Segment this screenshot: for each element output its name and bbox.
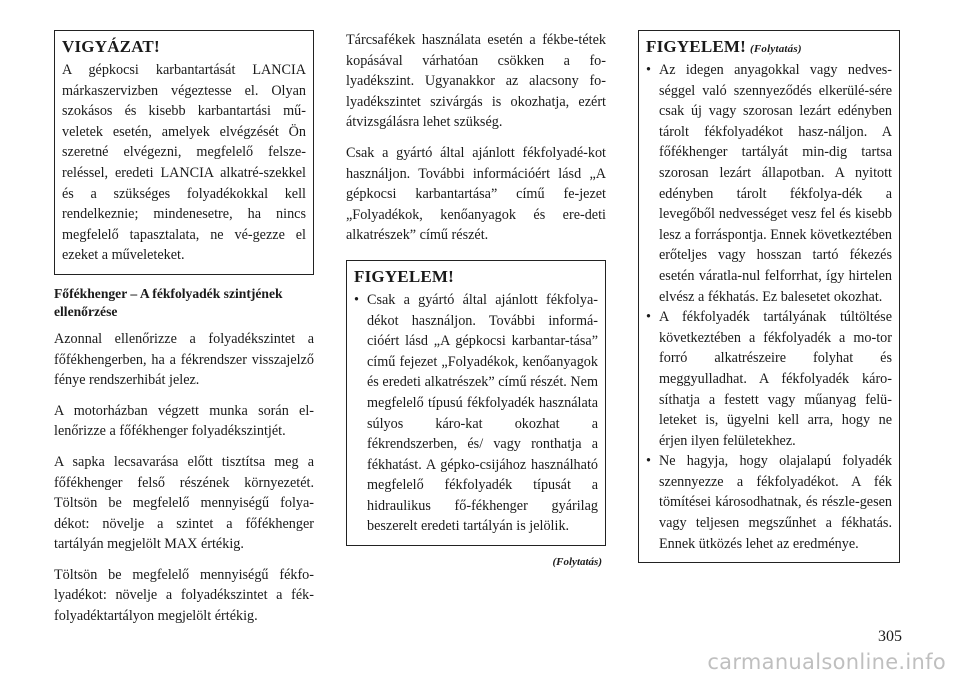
paragraph: Csak a gyártó által ajánlott fékfolyadé-kot használjon. További információért lásd „A gépkocsi karbantartása” című fe-jezet „Folyadékok, kenőanyagok és ere-deti alkatrészek” című részét.	[346, 144, 606, 244]
watermark: carmanualsonline.info	[707, 650, 946, 674]
warning-text: A gépkocsi karbantartását LANCIA márkaszervizben végeztesse el. Olyan szokásos és kisebb karbantartási mű-veletek esetén, amelyek elvégzését Ön szeretné elvégezni, megfelelő felsze-reléssel, eredeti LANCIA alkatré-szekkel és a szükséges folyadékokkal kell rendelkeznie; mindenesetre, ha nincs megfelelő tapasztalata, ne vé-gezze el ezeket a műveleteket.	[62, 62, 306, 264]
continued-label: (Folytatás)	[750, 43, 802, 55]
list-item: • Csak a gyártó által ajánlott fékfolya-dékot használjon. További informá-cióért lásd „A gépkocsi karbantar-tása” című fejezet „Folyadékok, kenőanyagok és eredeti alkatrészek” című részét. Nem megfelelő típusú fékfolyadék használata súlyos káro-kat okozhat a fékrendszerben, és/ vagy ronthatja a fékhatást. A gépko-csijához használható megfelelő fékfolyadék típusát a hidraulikus fő-fékhenger gyárilag beszerelt eredeti tartályán is jelölik.	[354, 290, 598, 537]
warning-title: VIGYÁZAT!	[62, 37, 160, 56]
section-heading: Főfékhenger – A fékfolyadék szintjének ellenőrzése	[54, 285, 283, 319]
paragraph: Azonnal ellenőrizze a folyadékszintet a főfékhengerben, ha a fékrendszer visszajelző fénye rendszerhibát jelez.	[54, 330, 314, 389]
right-column	[638, 30, 900, 563]
continued-label: (Folytatás)	[552, 556, 602, 569]
list-item: • Ne hagyja, hogy olajalapú folyadék szennyezze a fékfolyadékot. A fék tömítései károsodhatnak, és részle-gesen vagy teljesen megszűnhet a fékhatás. Ennek ütközés lehet az eredménye.	[646, 451, 892, 554]
caution-title	[646, 37, 892, 57]
list-item: • Az idegen anyagokkal vagy nedves-séggel való szennyeződés elkerülé-sére csak új vagy szorosan lezárt edényben tárolt fékfolyadékot hasz-náljon. A főfékhenger tartályát min-dig tartsa szorosan lezárt állapotban. A nyitott edényben tárolt fékfolya-dék a levegőből nedvességet vesz fel és kisebb lesz a forráspontja. Ennek következtében erőteljes vagy hosszan tartó fékezés esetén váratla-nul felforrhat, így hirtelen elvész a fékhatás. Ez balesetet okozhat.	[646, 60, 892, 307]
caution-list	[646, 60, 892, 554]
left-column	[54, 30, 314, 637]
caution-box-continued	[638, 30, 900, 563]
paragraph: Tárcsafékek használata esetén a fékbe-tétek kopásával várhatóan csökken a fo-lyadékszint. Ugyanakkor az alacsony fo-lyadékszintet szivárgás is okozhatja, ezért átvizsgálásra lehet szükség.	[346, 32, 606, 131]
middle-column	[346, 30, 606, 568]
list-item: • A fékfolyadék tartályának túltöltése következtében a fékfolyadék a mo-tor forró alkatrészeire folyhat és meggyulladhat. A fékfolyadék káro-síthatja a festett vagy műanyag felü-leteket is, ügyelni kell arra, hogy ne érjen ilyen felületekhez.	[646, 307, 892, 451]
paragraph: A motorházban végzett munka során el-lenőrizze a főfékhenger folyadékszintjét.	[54, 402, 314, 440]
caution-title: FIGYELEM!	[354, 266, 455, 286]
warning-box	[54, 30, 314, 275]
page-number: 305	[878, 628, 902, 645]
caution-box	[346, 260, 606, 546]
caution-title-text: FIGYELEM!	[646, 37, 747, 56]
caution-list	[354, 290, 598, 537]
paragraph: A sapka lecsavarása előtt tisztítsa meg a főfékhenger felső részének környezetét. Töltsön be megfelelő mennyiségű folya-dékot: növelje a szintet a főfékhenger tartályán megjelölt MAX értékig.	[54, 453, 314, 553]
paragraph: Töltsön be megfelelő mennyiségű fékfo-lyadékot: növelje a folyadékszintet a fék-folyadéktartályon megjelölt értékig.	[54, 566, 314, 625]
